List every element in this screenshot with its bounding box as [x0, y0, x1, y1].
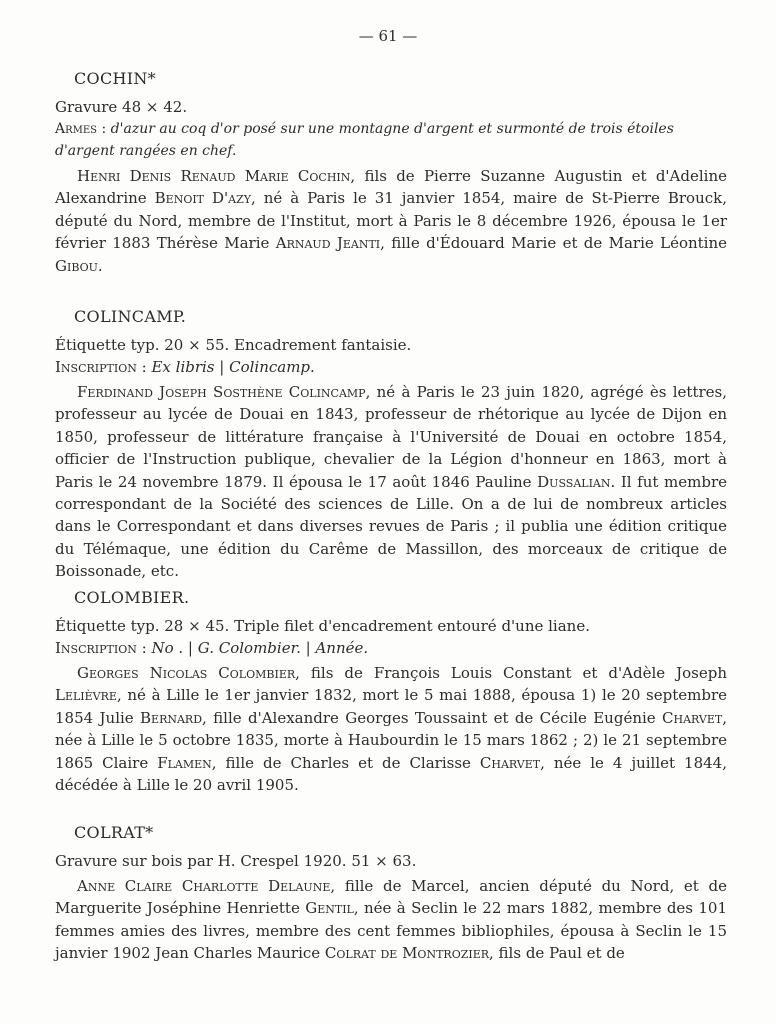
person-name: Anne Claire Charlotte Delaune [77, 877, 331, 895]
entry-title: COCHIN* [74, 69, 156, 88]
person-name: Georges Nicolas Colombier [77, 664, 296, 682]
bio-text: , née à Seclin le 22 mars 1882, membre des 101 femmes amies des livres, membre des cent femmes bibliophiles, épousa à Seclin le 15 janvier 1902 Jean Charles Maurice [55, 899, 727, 963]
bio-text: , fille d'Alexandre Georges Toussaint et de Cécile Eugénie [202, 708, 663, 727]
entry-arms [55, 118, 727, 162]
arms-label: Armes : [55, 121, 107, 137]
entry-spec: Gravure 48 × 42. [55, 98, 188, 116]
entry-title: COLINCAMP. [74, 307, 187, 326]
bio-text: , fils de François Louis Constant et d'Adèle Joseph [295, 664, 727, 682]
bio-text: , né à Lille le 1er janvier 1832, mort le 5 mai 1888, épousa 1) le 20 septembre 1854 Julie [55, 686, 727, 727]
bio-text: . Il fut membre correspondant de la Société des sciences de Lille. On a de lui de nombreux articles dans le Correspondant et dans diverses revues de Paris ; il publia une édition critique du Télémaque, une édition du Carême de Massillon, des morceaux de critique de Boissonade, etc. [55, 472, 727, 581]
inscription-text: Ex libris | Colincamp. [151, 358, 315, 376]
arms-text: d'azur au coq d'or posé sur une montagne d'argent et surmonté de trois étoiles d'argent rangées en chef. [55, 121, 674, 159]
entry-colrat [55, 823, 727, 965]
inscription-text: No . | G. Colombier. | Année. [151, 639, 369, 657]
bio-text: . [97, 256, 103, 275]
page-number: — 61 — [358, 27, 418, 45]
inscription-label: Inscription : [55, 639, 147, 657]
bio-text: , né à Paris le 23 juin 1820, agrégé ès lettres, professeur au lycée de Douai en 1843, professeur de rhétorique au lycée de Dijon en 1850, professeur de littérature française à l'Université de Douai en octobre 1854, officier de l'Instruction publique, chevalier de la Légion d'honneur en 1863, mort à Paris le 24 novembre 1879. Il épousa le 17 août 1846 Pauline [55, 383, 728, 491]
entry-title: COLOMBIER. [74, 588, 190, 607]
bio-text: , né à Paris le 31 janvier 1854, maire de St-Pierre Brouck, député du Nord, membre de l'Institut, mort à Paris le 8 décembre 1926, épousa le 1er février 1883 Thérèse Marie [55, 189, 727, 253]
entry-spec: Étiquette typ. 28 × 45. Triple filet d'encadrement entouré d'une liane. [55, 617, 590, 635]
bio-text: , fille d'Édouard Marie et de Marie Léontine [380, 234, 727, 253]
entry-biography [55, 875, 727, 965]
entry-cochin [55, 69, 727, 277]
person-name: Henri Denis Renaud Marie Cochin [77, 167, 351, 185]
person-name: Bernard [140, 708, 203, 727]
entry-biography [55, 662, 727, 796]
person-name: Gentil [305, 899, 354, 918]
person-name: Arnaud Jeanti [275, 234, 381, 253]
person-name: Dussalian [537, 472, 611, 491]
entry-spec: Étiquette typ. 20 × 55. Encadrement fantaisie. [55, 336, 412, 354]
bio-text: , née à Lille le 5 octobre 1835, morte à Haubourdin le 15 mars 1862 ; 2) le 21 septembre 1865 Claire [55, 708, 728, 772]
entry-spec: Gravure sur bois par H. Crespel 1920. 51 × 63. [55, 852, 417, 870]
person-name: Charvet [479, 753, 541, 772]
bio-text: , fils de Paul et de [489, 944, 625, 963]
person-name: Charvet [662, 708, 723, 727]
inscription-label: Inscription : [55, 358, 147, 376]
person-name: Gibou [55, 256, 98, 275]
bio-text: , fille de Charles et de Clarisse [211, 753, 480, 772]
entry-biography [55, 381, 727, 583]
entry-inscription [55, 637, 727, 659]
person-name: Flamen [157, 753, 212, 772]
bio-text: , fils de Pierre Suzanne Augustin et d'Adeline Alexandrine [55, 167, 727, 208]
person-name: Lelièvre [55, 686, 117, 705]
person-name: Benoit D'azy [154, 189, 251, 208]
entry-title: COLRAT* [74, 823, 154, 842]
person-name: Colrat de Montrozier [324, 944, 490, 963]
bio-text: , née le 4 juillet 1844, décédée à Lille le 20 avril 1905. [55, 753, 727, 795]
entry-colincamp [55, 307, 727, 583]
entry-biography [55, 165, 727, 277]
entry-colombier [55, 588, 727, 796]
bio-text: , fille de Marcel, ancien député du Nord, et de Marguerite Joséphine Henriette [55, 877, 728, 918]
entry-inscription [55, 356, 727, 378]
person-name: Ferdinand Joseph Sosthène Colincamp [77, 383, 366, 401]
